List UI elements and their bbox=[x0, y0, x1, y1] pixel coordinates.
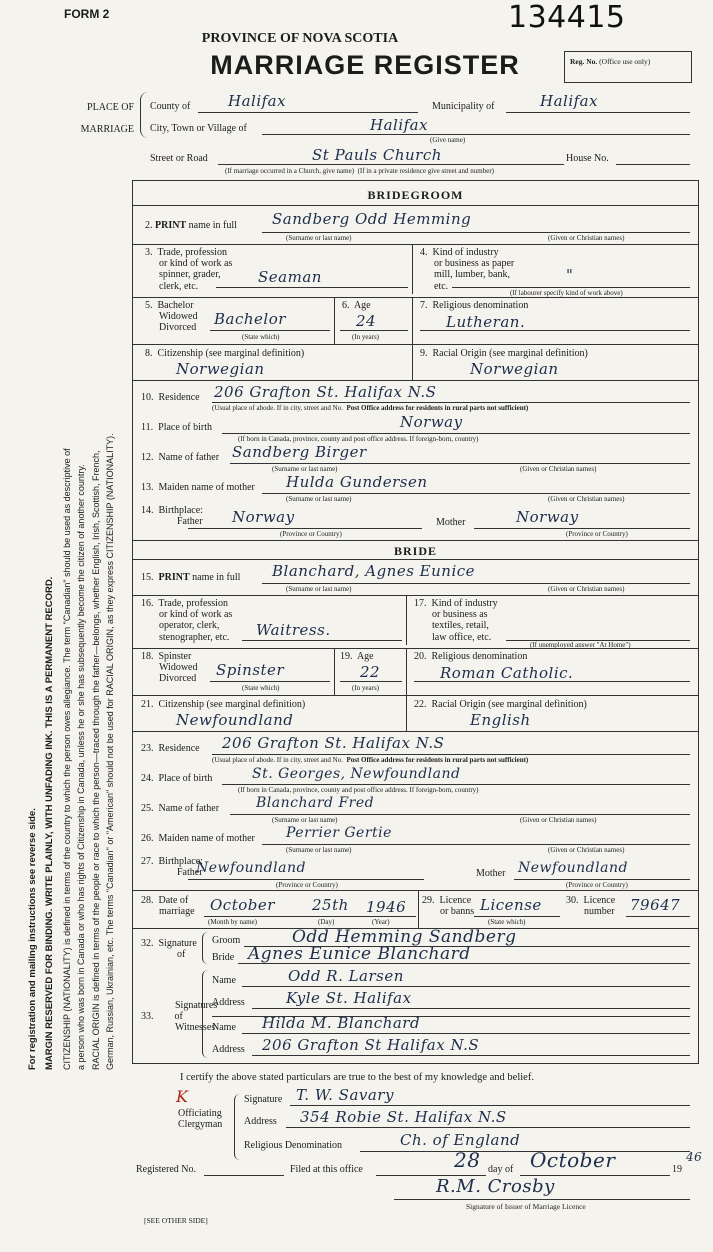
bride-heading: BRIDE bbox=[393, 544, 437, 558]
groom-bp-mother-note: (Province or Country) bbox=[566, 530, 628, 538]
bride-age: 22 bbox=[360, 663, 381, 681]
county-label: County of bbox=[150, 101, 191, 112]
groom-residence-label: 10. Residence bbox=[141, 392, 200, 403]
groom-mother-label: 13. Maiden name of mother bbox=[141, 482, 255, 493]
witness2-name: Hilda M. Blanchard bbox=[262, 1014, 421, 1032]
w2-name-label: Name bbox=[212, 1022, 236, 1033]
licence-label: 29. Licence or banns bbox=[422, 895, 475, 918]
groom-state-note: (State which) bbox=[242, 333, 280, 341]
bride-bp-label: 27. Birthplace: Father bbox=[141, 856, 203, 879]
witnesses-label: Signatures 33. of Witnesses bbox=[141, 1000, 218, 1034]
house-label: House No. bbox=[566, 153, 609, 164]
groom-citizenship-label: 8. Citizenship (see marginal definition) bbox=[145, 348, 305, 359]
groom-industry: " bbox=[566, 266, 574, 284]
groom-mother-given-note: (Given or Christian names) bbox=[548, 495, 625, 503]
groom-bp-father-note: (Province or Country) bbox=[280, 530, 342, 538]
groom-citizenship: Norwegian bbox=[176, 360, 265, 378]
bride-father: Blanchard Fred bbox=[256, 795, 375, 811]
clergy-sig-label: Signature bbox=[244, 1094, 283, 1105]
margin-note-citizenship-1: CITIZENSHIP (NATIONALITY) is defined in terms of the country to which the person owes allegiance. The term "Canadian" should be used as descriptive of bbox=[62, 448, 72, 1070]
registered-no-label: Registered No. bbox=[136, 1164, 196, 1175]
margin-note-racial-1: RACIAL ORIGIN is defined in terms of the people or race to which the person—traced through the father—belongs, whether English, Irish, Scottish, French, bbox=[91, 450, 101, 1070]
bride-citizenship-label: 21. Citizenship (see marginal definition) bbox=[141, 699, 306, 710]
marriage-day-note: (Day) bbox=[318, 918, 335, 926]
bride-mother-surname-note: (Surname or last name) bbox=[286, 846, 352, 854]
province-heading: PROVINCE OF NOVA SCOTIA bbox=[201, 31, 399, 46]
reg-no-label: Reg. No. (Office use only) bbox=[570, 57, 651, 66]
bride-name-label: 15. PRINT name in full bbox=[141, 572, 241, 583]
witness1-address: Kyle St. Halifax bbox=[286, 989, 412, 1007]
city-label: City, Town or Village of bbox=[150, 123, 247, 134]
groom-trade-label: 3. Trade, profession or kind of work as spinner, grader, clerk, etc. bbox=[145, 247, 233, 292]
groom-name-label: 2. PRINT name in full bbox=[145, 220, 237, 231]
certify-text: I certify the above stated particulars are true to the best of my knowledge and belief. bbox=[180, 1072, 534, 1083]
groom-mother: Hulda Gundersen bbox=[286, 473, 428, 491]
groom-signature: Odd Hemming Sandberg bbox=[292, 927, 517, 947]
bride-name: Blanchard, Agnes Eunice bbox=[272, 562, 476, 580]
groom-bp-mother: Norway bbox=[516, 508, 579, 526]
marriage-month-note: (Month by name) bbox=[208, 918, 257, 926]
municipality-value: Halifax bbox=[540, 92, 599, 110]
bride-birth-label: 24. Place of birth bbox=[141, 773, 213, 784]
marriage-month: October bbox=[210, 896, 275, 914]
groom-birth-label: 11. Place of birth bbox=[141, 422, 213, 433]
groom-father-given-note: (Given or Christian names) bbox=[520, 465, 597, 473]
city-note: (Give name) bbox=[430, 136, 466, 144]
bride-religion: Roman Catholic. bbox=[440, 664, 574, 682]
filed-label: Filed at this office bbox=[290, 1164, 363, 1175]
groom-heading: BRIDEGROOM bbox=[367, 188, 464, 202]
groom-industry-label: 4. Kind of industry or business as paper mill, lumber, bank, etc. bbox=[420, 247, 515, 292]
groom-religion-label: 7. Religious denomination bbox=[420, 300, 529, 311]
bride-residence: 206 Grafton St. Halifax N.S bbox=[222, 734, 445, 752]
bride-mother-given-note: (Given or Christian names) bbox=[548, 846, 625, 854]
clergy-label: Officiating Clergyman bbox=[178, 1108, 223, 1131]
groom-age-label: 6. Age bbox=[342, 300, 371, 311]
bride-surname-note: (Surname or last name) bbox=[286, 585, 352, 593]
bride-given-note: (Given or Christian names) bbox=[548, 585, 625, 593]
groom-residence: 206 Grafton St. Halifax N.S bbox=[214, 383, 437, 401]
clergy-denomination: Ch. of England bbox=[400, 1131, 521, 1149]
bride-father-given-note: (Given or Christian names) bbox=[520, 816, 597, 824]
bride-father-surname-note: (Surname or last name) bbox=[272, 816, 338, 824]
filed-year: 46 bbox=[686, 1150, 703, 1164]
bride-trade: Waitress. bbox=[256, 621, 331, 639]
bride-years-note: (In years) bbox=[352, 684, 380, 692]
groom-bp-mother-label: Mother bbox=[436, 517, 466, 528]
filed-day-label: day of bbox=[488, 1164, 514, 1175]
bride-residence-label: 23. Residence bbox=[141, 743, 200, 754]
bride-bp-mother-label: Mother bbox=[476, 868, 506, 879]
place-brace bbox=[140, 92, 149, 138]
witness1-name: Odd R. Larsen bbox=[288, 967, 404, 985]
signature-label: 32. Signature of bbox=[141, 938, 197, 961]
bride-mother: Perrier Gertie bbox=[286, 825, 392, 841]
filed-month: October bbox=[530, 1148, 616, 1172]
groom-status: Bachelor bbox=[214, 310, 286, 328]
margin-note-registration: For registration and mailing instructions see reverse side. bbox=[27, 808, 38, 1070]
bride-trade-label: 16. Trade, profession or kind of work as operator, clerk, stenographer, etc. bbox=[141, 598, 233, 643]
groom-industry-note: (If labourer specify kind of work above) bbox=[510, 289, 623, 297]
reg-no-box bbox=[564, 51, 692, 83]
groom-surname-note: (Surname or last name) bbox=[286, 234, 352, 242]
city-value: Halifax bbox=[370, 116, 429, 134]
street-note: (If marriage occurred in a Church, give name) (If in a private residence give street and number) bbox=[225, 167, 495, 175]
bride-racial-label: 22. Racial Origin (see marginal definition) bbox=[414, 699, 587, 710]
street-label: Street or Road bbox=[150, 153, 208, 164]
groom-status-label: 5. Bachelor Widowed Divorced bbox=[145, 300, 198, 334]
clergy-address-label: Address bbox=[244, 1116, 277, 1127]
groom-racial: Norwegian bbox=[470, 360, 559, 378]
marriage-year-note: (Year) bbox=[372, 918, 390, 926]
groom-years-note: (In years) bbox=[352, 333, 380, 341]
form-number: FORM 2 bbox=[64, 7, 110, 21]
bride-sig-label: Bride bbox=[212, 952, 235, 963]
place-label: PLACE OF MARRIAGE bbox=[80, 102, 134, 135]
margin-note-racial-2: German, Russian, Ukrainian, etc. The terms "Canadian" or "American" should not be used for RACIAL ORIGIN, as they express CITIZENSHIP (NATIONALITY). bbox=[105, 433, 115, 1070]
bride-signature: Agnes Eunice Blanchard bbox=[248, 944, 471, 964]
licence-value: License bbox=[480, 896, 542, 914]
bride-industry-label: 17. Kind of industry or business as textiles, retail, law office, etc. bbox=[414, 598, 498, 643]
groom-religion: Lutheran. bbox=[446, 313, 526, 331]
marriage-day: 25th bbox=[312, 896, 349, 914]
licence-no-label: 30. Licence number bbox=[566, 895, 616, 918]
bride-birth-note: (If born in Canada, province, county and post office address. If foreign-born, country) bbox=[238, 786, 479, 794]
groom-father-label: 12. Name of father bbox=[141, 452, 220, 463]
bride-bp-mother: Newfoundland bbox=[518, 860, 628, 876]
bride-age-label: 19. Age bbox=[340, 651, 374, 662]
groom-birthplace: Norway bbox=[400, 413, 463, 431]
bride-bp-mother-note: (Province or Country) bbox=[566, 881, 628, 889]
w1-address-label: Address bbox=[212, 997, 245, 1008]
clergy-signature: T. W. Savary bbox=[296, 1086, 394, 1104]
bride-status-label: 18. Spinster Widowed Divorced bbox=[141, 651, 198, 685]
bride-bp-father: Newfoundland bbox=[196, 860, 306, 876]
bride-status: Spinster bbox=[216, 661, 285, 679]
filed-day: 28 bbox=[454, 1148, 481, 1172]
serial-number: 134415 bbox=[508, 0, 626, 35]
groom-trade: Seaman bbox=[258, 268, 322, 286]
groom-name: Sandberg Odd Hemming bbox=[272, 210, 472, 228]
groom-bp-father: Norway bbox=[232, 508, 295, 526]
bride-religion-label: 20. Religious denomination bbox=[414, 651, 528, 662]
municipality-label: Municipality of bbox=[432, 101, 495, 112]
clergy-address: 354 Robie St. Halifax N.S bbox=[300, 1108, 507, 1126]
margin-note-binding: MARGIN RESERVED FOR BINDING. WRITE PLAINLY, WITH UNFADING INK. THIS IS A PERMANENT RECORD. bbox=[44, 576, 55, 1070]
margin-note-citizenship-2: a person who was born in Canada or who has rights of Citizenship in Canada, unless he or she has subsequently become the citizen of another country. bbox=[76, 464, 86, 1070]
groom-age: 24 bbox=[356, 312, 377, 330]
groom-sig-label: Groom bbox=[212, 935, 241, 946]
bride-father-label: 25. Name of father bbox=[141, 803, 220, 814]
bride-state-note: (State which) bbox=[242, 684, 280, 692]
groom-father: Sandberg Birger bbox=[232, 443, 367, 461]
bride-racial: English bbox=[470, 711, 531, 729]
groom-racial-label: 9. Racial Origin (see marginal definition) bbox=[420, 348, 588, 359]
bride-birthplace: St. Georges, Newfoundland bbox=[252, 766, 461, 782]
groom-father-surname-note: (Surname or last name) bbox=[272, 465, 338, 473]
clergy-den-label: Religious Denomination bbox=[244, 1140, 343, 1151]
groom-bp-label: 14. Birthplace: Father bbox=[141, 505, 203, 528]
licence-number: 79647 bbox=[630, 896, 681, 914]
bride-bp-father-note: (Province or Country) bbox=[276, 881, 338, 889]
groom-residence-note: (Usual place of abode. If in city, street and No. Post Office address for residents in rural parts not sufficient) bbox=[212, 404, 529, 412]
street-value: St Pauls Church bbox=[312, 146, 442, 164]
witness2-address: 206 Grafton St Halifax N.S bbox=[262, 1036, 480, 1054]
see-other-side: [SEE OTHER SIDE] bbox=[144, 1216, 208, 1225]
licence-state-note: (State which) bbox=[488, 918, 526, 926]
groom-given-note: (Given or Christian names) bbox=[548, 234, 625, 242]
bride-citizenship: Newfoundland bbox=[176, 711, 294, 729]
page-title: MARRIAGE REGISTER bbox=[210, 50, 520, 80]
marriage-date-label: 28. Date of marriage bbox=[141, 895, 195, 918]
w2-address-label: Address bbox=[212, 1044, 245, 1055]
filed-year-prefix: 19 bbox=[672, 1164, 682, 1175]
county-value: Halifax bbox=[228, 92, 287, 110]
issuer-signature: R.M. Crosby bbox=[436, 1176, 555, 1197]
bride-industry-note: (If unemployed answer "At Home") bbox=[530, 641, 631, 649]
w1-name-label: Name bbox=[212, 975, 236, 986]
clergy-mark: K bbox=[176, 1087, 189, 1106]
issuer-label: Signature of Issuer of Marriage Licence bbox=[466, 1202, 586, 1211]
marriage-year: 1946 bbox=[366, 898, 407, 916]
bride-mother-label: 26. Maiden name of mother bbox=[141, 833, 255, 844]
groom-birth-note: (If born in Canada, province, county and post office address. If foreign-born, country) bbox=[238, 435, 479, 443]
groom-mother-surname-note: (Surname or last name) bbox=[286, 495, 352, 503]
bride-residence-note: (Usual place of abode. If in city, street and No. Post Office address for residents in rural parts not sufficient) bbox=[212, 756, 529, 764]
